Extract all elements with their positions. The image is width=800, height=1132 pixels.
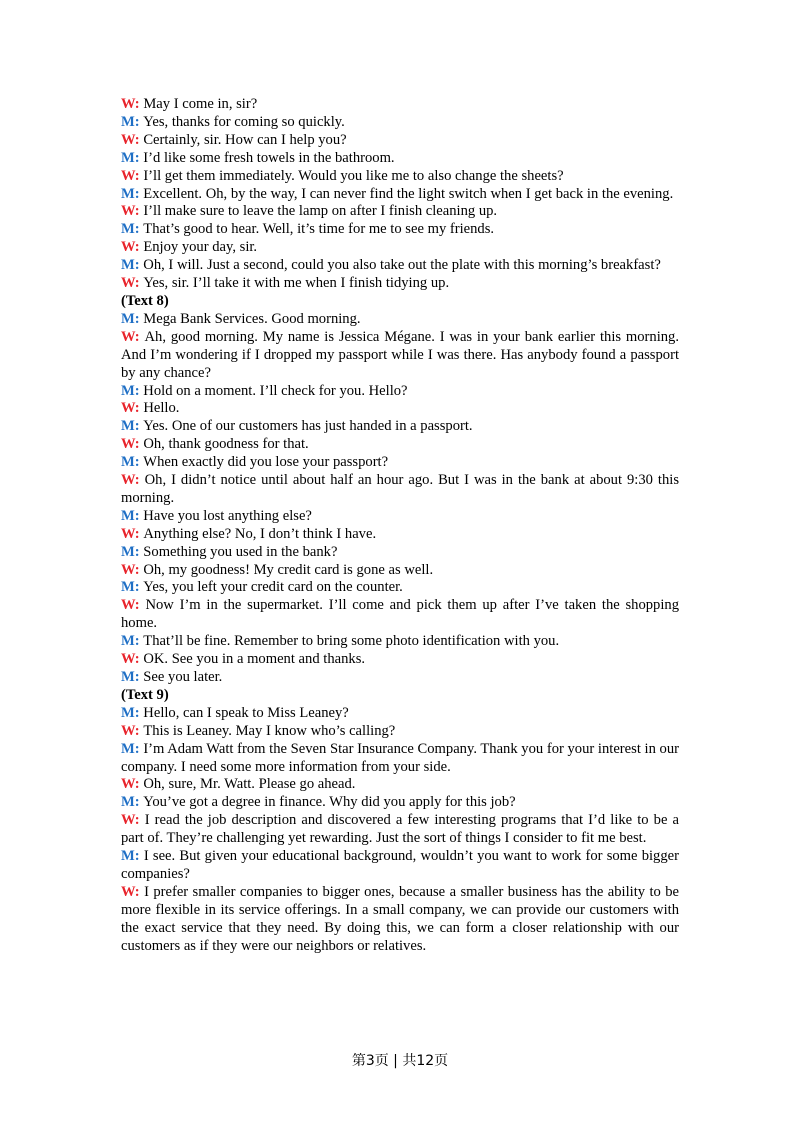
- speaker-colon: :: [134, 472, 145, 489]
- speaker-label: M: [121, 310, 135, 327]
- speaker-label: W: [121, 167, 135, 184]
- speaker-colon: :: [134, 203, 144, 220]
- speaker-label: M: [121, 382, 135, 399]
- speaker-label: W: [121, 203, 135, 220]
- dialogue-line: [121, 705, 679, 723]
- dialogue-line: [121, 96, 679, 114]
- utterance-text: Yes, you left your credit card on the counter.: [143, 579, 403, 596]
- speaker-colon: :: [134, 418, 144, 435]
- dialogue-line: [121, 275, 679, 293]
- dialogue-line: [121, 741, 679, 777]
- utterance-text: This is Leaney. May I know who’s calling?: [143, 722, 396, 739]
- dialogue-line: [121, 311, 679, 329]
- speaker-label: M: [121, 704, 135, 721]
- speaker-colon: :: [134, 704, 144, 721]
- utterance-text: Excellent. Oh, by the way, I can never find the light switch when I get back in the evening.: [143, 185, 674, 202]
- speaker-label: M: [121, 740, 135, 757]
- speaker-label: W: [121, 400, 135, 417]
- utterance-text: I’m Adam Watt from the Seven Star Insurance Company. Thank you for your interest in our company. I need some more information from your side.: [121, 740, 679, 775]
- dialogue-line: [121, 651, 679, 669]
- speaker-colon: :: [134, 221, 144, 238]
- utterance-text: Enjoy your day, sir.: [143, 239, 258, 256]
- speaker-label: W: [121, 96, 135, 112]
- dialogue-line: [121, 454, 679, 472]
- speaker-colon: :: [134, 131, 144, 148]
- speaker-label: W: [121, 651, 135, 668]
- utterance-text: Mega Bank Services. Good morning.: [143, 310, 361, 327]
- speaker-label: M: [121, 543, 135, 560]
- utterance-text: I’d like some fresh towels in the bathroom.: [143, 149, 395, 166]
- speaker-label: M: [121, 113, 135, 130]
- speaker-colon: :: [134, 275, 144, 292]
- utterance-text: Now I’m in the supermarket. I’ll come and pick them up after I’ve taken the shopping home.: [121, 597, 680, 632]
- dialogue-line: [121, 562, 679, 580]
- speaker-label: M: [121, 848, 135, 865]
- speaker-colon: :: [134, 257, 144, 274]
- utterance-text: That’s good to hear. Well, it’s time for me to see my friends.: [143, 221, 495, 238]
- speaker-label: W: [121, 561, 135, 578]
- utterance-text: Yes, sir. I’ll take it with me when I finish tidying up.: [143, 275, 450, 292]
- dialogue-line: [121, 848, 679, 884]
- speaker-colon: :: [134, 525, 144, 542]
- dialogue-line: [121, 114, 679, 132]
- speaker-label: M: [121, 794, 135, 811]
- speaker-label: W: [121, 525, 135, 542]
- utterance-text: That’ll be fine. Remember to bring some photo identification with you.: [143, 633, 560, 650]
- utterance-text: I read the job description and discovered a few interesting programs that I’d like to be a part of. They’re challenging yet rewarding. Just the sort of things I consider to fit me best.: [121, 812, 679, 847]
- speaker-colon: :: [134, 310, 144, 327]
- speaker-colon: :: [134, 543, 144, 560]
- dialogue-line: [121, 329, 679, 383]
- speaker-label: W: [121, 436, 135, 453]
- speaker-colon: :: [134, 794, 144, 811]
- utterance-text: When exactly did you lose your passport?: [143, 454, 389, 471]
- speaker-colon: :: [134, 239, 144, 256]
- speaker-colon: :: [134, 883, 145, 900]
- speaker-label: W: [121, 239, 135, 256]
- utterance-text: See you later.: [143, 669, 223, 685]
- speaker-label: W: [121, 328, 135, 345]
- speaker-colon: :: [134, 454, 144, 471]
- utterance-text: Yes, thanks for coming so quickly.: [143, 113, 345, 130]
- speaker-label: W: [121, 275, 135, 292]
- speaker-label: M: [121, 418, 135, 435]
- utterance-text: Have you lost anything else?: [143, 507, 312, 524]
- speaker-colon: :: [134, 633, 144, 650]
- utterance-text: I prefer smaller companies to bigger ones, because a smaller business has the ability to be more flexible in its service offerings. In a small company, we can provide our customers with the exact service that they need. By doing this, we can form a closer relationship with our customers as if they were our neighbors or relatives.: [121, 883, 679, 954]
- speaker-colon: :: [134, 561, 144, 578]
- speaker-colon: :: [134, 722, 144, 739]
- utterance-text: Oh, my goodness! My credit card is gone as well.: [143, 561, 434, 578]
- dialogue-line: [121, 723, 679, 741]
- speaker-label: W: [121, 722, 135, 739]
- speaker-colon: :: [134, 96, 144, 112]
- speaker-colon: :: [134, 579, 144, 596]
- dialogue-line: [121, 794, 679, 812]
- utterance-text: I’ll get them immediately. Would you like me to also change the sheets?: [143, 167, 564, 184]
- transcript-body: [121, 96, 679, 956]
- speaker-label: M: [121, 669, 135, 685]
- dialogue-line: [121, 239, 679, 257]
- dialogue-line: [121, 221, 679, 239]
- speaker-colon: :: [134, 848, 144, 865]
- utterance-text: Oh, thank goodness for that.: [143, 436, 309, 453]
- dialogue-line: [121, 884, 679, 956]
- utterance-text: Oh, I will. Just a second, could you also take out the plate with this morning’s breakfast?: [143, 257, 661, 274]
- section-heading: (Text 9): [121, 686, 169, 703]
- speaker-colon: :: [134, 149, 144, 166]
- speaker-label: M: [121, 149, 135, 166]
- utterance-text: I see. But given your educational background, wouldn’t you want to work for some bigger companies?: [121, 848, 679, 882]
- dialogue-line: [121, 526, 679, 544]
- speaker-colon: :: [134, 740, 144, 757]
- utterance-text: Anything else? No, I don’t think I have.: [143, 525, 377, 542]
- speaker-colon: :: [134, 436, 144, 453]
- speaker-label: M: [121, 454, 135, 471]
- speaker-label: W: [121, 597, 135, 614]
- utterance-text: OK. See you in a moment and thanks.: [143, 651, 366, 668]
- dialogue-line: [121, 400, 679, 418]
- dialogue-line: [121, 579, 679, 597]
- utterance-text: May I come in, sir?: [143, 96, 258, 112]
- dialogue-line: [121, 257, 679, 275]
- dialogue-line: [121, 436, 679, 454]
- utterance-text: I’ll make sure to leave the lamp on after I finish cleaning up.: [143, 203, 498, 220]
- utterance-text: Something you used in the bank?: [143, 543, 338, 560]
- dialogue-line: [121, 150, 679, 168]
- speaker-colon: :: [134, 597, 146, 614]
- speaker-label: M: [121, 221, 135, 238]
- utterance-text: Certainly, sir. How can I help you?: [143, 131, 347, 148]
- dialogue-line: [121, 383, 679, 401]
- utterance-text: Hold on a moment. I’ll check for you. Hello?: [143, 382, 408, 399]
- utterance-text: Oh, I didn’t notice until about half an hour ago. But I was in the bank at about 9:30 this morning.: [121, 472, 679, 506]
- speaker-label: W: [121, 472, 135, 489]
- dialogue-line: [121, 812, 679, 848]
- speaker-colon: :: [134, 776, 144, 793]
- dialogue-line: [121, 776, 679, 794]
- utterance-text: Hello.: [143, 400, 180, 417]
- speaker-label: W: [121, 812, 135, 829]
- speaker-label: M: [121, 579, 135, 596]
- dialogue-line: [121, 669, 679, 687]
- utterance-text: Oh, sure, Mr. Watt. Please go ahead.: [143, 776, 356, 793]
- speaker-colon: :: [134, 113, 144, 130]
- dialogue-line: [121, 508, 679, 526]
- speaker-label: W: [121, 776, 135, 793]
- speaker-label: M: [121, 633, 135, 650]
- dialogue-line: [121, 168, 679, 186]
- dialogue-line: [121, 633, 679, 651]
- dialogue-line: [121, 186, 679, 204]
- speaker-colon: :: [134, 400, 144, 417]
- dialogue-line: [121, 472, 679, 508]
- speaker-colon: :: [134, 167, 144, 184]
- dialogue-line: [121, 597, 679, 633]
- dialogue-line: [121, 203, 679, 221]
- dialogue-line: [121, 418, 679, 436]
- utterance-text: Hello, can I speak to Miss Leaney?: [143, 704, 349, 721]
- speaker-colon: :: [134, 669, 144, 685]
- dialogue-line: [121, 544, 679, 562]
- section-heading: (Text 8): [121, 292, 169, 309]
- dialogue-line: [121, 132, 679, 150]
- utterance-text: Ah, good morning. My name is Jessica Mégane. I was in your bank earlier this morning. And I’m wondering if I dropped my passport while I was there. Has anybody found a passport by any chance?: [121, 328, 679, 381]
- speaker-label: M: [121, 507, 135, 524]
- utterance-text: You’ve got a degree in finance. Why did you apply for this job?: [143, 794, 516, 811]
- speaker-label: M: [121, 185, 135, 202]
- speaker-colon: :: [134, 185, 144, 202]
- utterance-text: Yes. One of our customers has just handed in a passport.: [143, 418, 473, 435]
- speaker-colon: :: [134, 507, 144, 524]
- speaker-colon: :: [134, 651, 144, 668]
- speaker-label: M: [121, 257, 135, 274]
- speaker-label: W: [121, 883, 135, 900]
- speaker-colon: :: [134, 328, 145, 345]
- speaker-label: W: [121, 131, 135, 148]
- speaker-colon: :: [134, 812, 145, 829]
- page-footer: 第3页 | 共12页: [351, 1053, 449, 1069]
- speaker-colon: :: [134, 382, 144, 399]
